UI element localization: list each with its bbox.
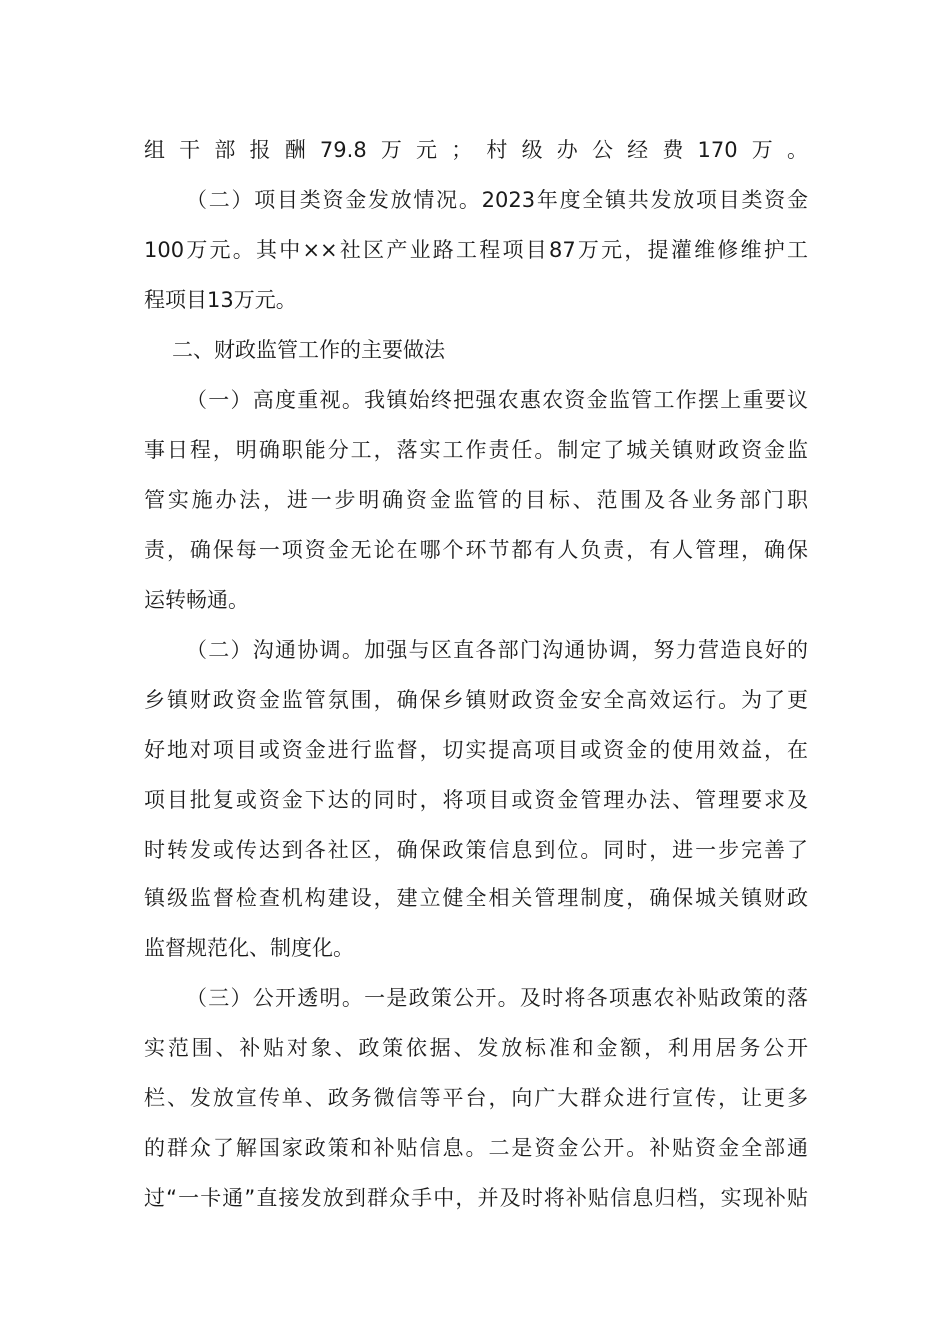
- text-line: （三）公开透明。一是政策公开。及时将各项惠农补贴政策的落: [186, 986, 808, 1010]
- text-line: 栏、发放宣传单、政务微信等平台，向广大群众进行宣传，让更多: [144, 1086, 808, 1110]
- text-line: 时转发或传达到各社区，确保政策信息到位。同时，进一步完善了: [144, 838, 808, 862]
- text-line: （一）高度重视。我镇始终把强农惠农资金监管工作摆上重要议: [186, 388, 808, 412]
- text-line: 的群众了解国家政策和补贴信息。二是资金公开。补贴资金全部通: [144, 1136, 808, 1160]
- text-line: 组干部报酬79.8万元；村级办公经费170万。: [144, 138, 808, 162]
- text-line: 责，确保每一项资金无论在哪个环节都有人负责，有人管理，确保: [144, 538, 808, 562]
- text-line: 运转畅通。: [144, 588, 249, 612]
- text-line: 事日程，明确职能分工，落实工作责任。制定了城关镇财政资金监: [144, 438, 808, 462]
- text-line: 管实施办法，进一步明确资金监管的目标、范围及各业务部门职: [144, 488, 808, 512]
- text-line: 镇级监督检查机构建设，建立健全相关管理制度，确保城关镇财政: [144, 886, 808, 910]
- text-line: （二）沟通协调。加强与区直各部门沟通协调，努力营造良好的: [186, 638, 808, 662]
- text-line: 过“一卡通”直接发放到群众手中，并及时将补贴信息归档，实现补贴: [144, 1186, 808, 1210]
- text-line: 项目批复或资金下达的同时，将项目或资金管理办法、管理要求及: [144, 788, 808, 812]
- text-line: 100万元。其中××社区产业路工程项目87万元，提灌维修维护工: [144, 238, 808, 262]
- text-line: 程项目13万元。: [144, 288, 297, 312]
- text-line: 乡镇财政资金监管氛围，确保乡镇财政资金安全高效运行。为了更: [144, 688, 808, 712]
- text-line: 监督规范化、制度化。: [144, 936, 354, 960]
- text-line: 好地对项目或资金进行监督，切实提高项目或资金的使用效益，在: [144, 738, 808, 762]
- text-line: 实范围、补贴对象、政策依据、发放标准和金额，利用居务公开: [144, 1036, 808, 1060]
- section-heading: 二、财政监管工作的主要做法: [172, 338, 445, 362]
- text-line: （二）项目类资金发放情况。2023年度全镇共发放项目类资金: [186, 188, 808, 212]
